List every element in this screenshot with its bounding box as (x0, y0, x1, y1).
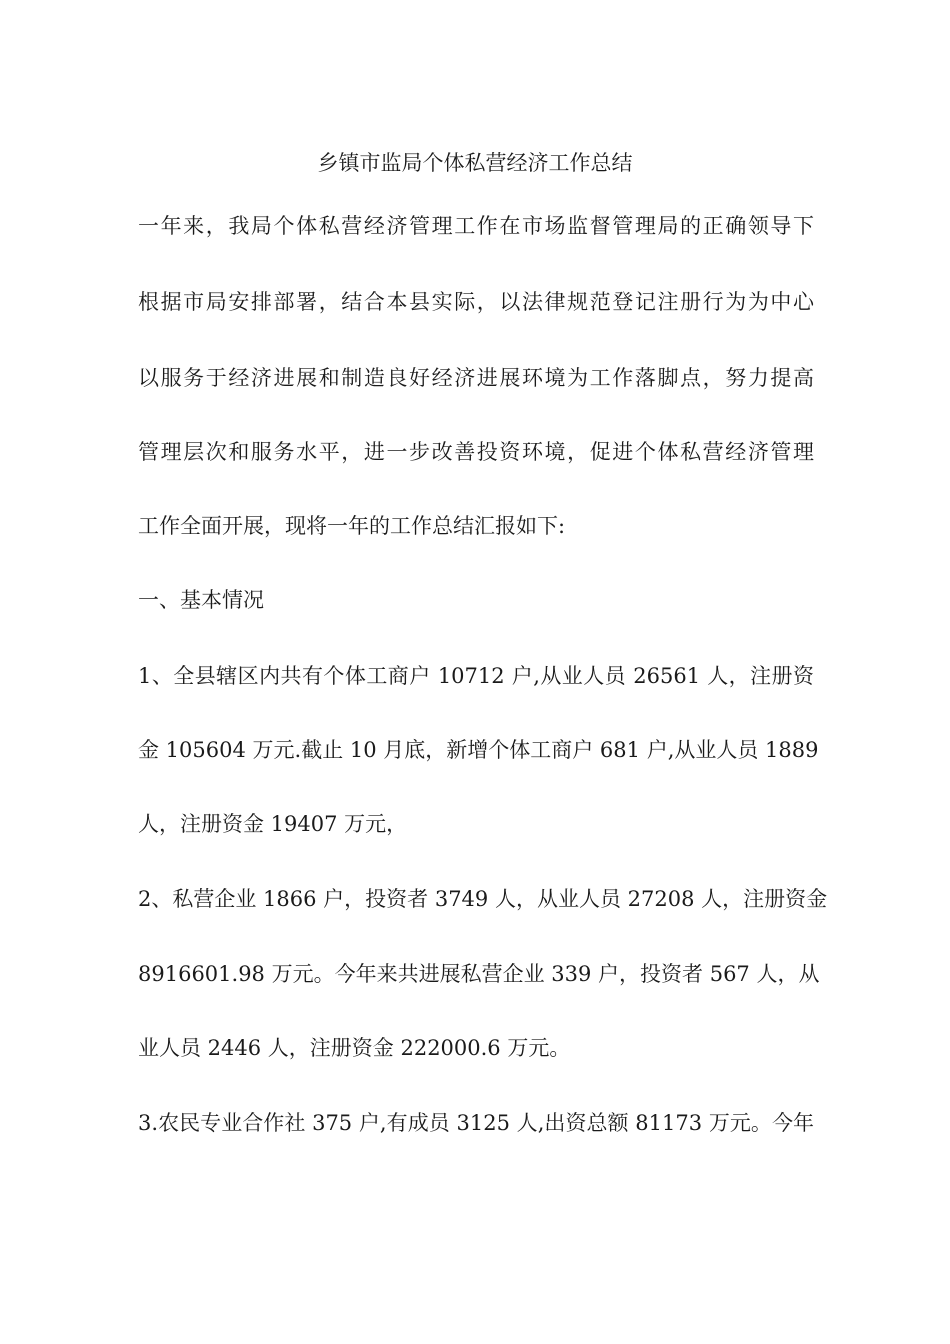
paragraph-line: 3.农民专业合作社 375 户,有成员 3125 人,出资总额 81173 万元。今年 (138, 1111, 814, 1135)
paragraph-line: 业人员 2446 人，注册资金 222000.6 万元。 (138, 1036, 571, 1060)
paragraph-line: 金 105604 万元.截止 10 月底，新增个体工商户 681 户,从业人员 1889 (138, 738, 819, 762)
paragraph-line: 管理层次和服务水平，进一步改善投资环境，促进个体私营经济管理 (138, 440, 814, 464)
section-heading: 一、基本情况 (138, 588, 264, 612)
paragraph-line: 1、全县辖区内共有个体工商户 10712 户,从业人员 26561 人，注册资 (138, 664, 814, 688)
document-title: 乡镇市监局个体私营经济工作总结 (317, 151, 633, 175)
paragraph-line: 工作全面开展，现将一年的工作总结汇报如下: (138, 514, 566, 538)
paragraph-line: 根据市局安排部署，结合本县实际，以法律规范登记注册行为为中心 (138, 290, 814, 314)
paragraph-line: 以服务于经济进展和制造良好经济进展环境为工作落脚点，努力提高 (138, 366, 814, 390)
paragraph-line: 一年来，我局个体私营经济管理工作在市场监督管理局的正确领导下 (138, 214, 814, 238)
paragraph-line: 人，注册资金 19407 万元， (138, 812, 408, 836)
paragraph-line: 8916601.98 万元。今年来共进展私营企业 339 户，投资者 567 人，从 (138, 962, 820, 986)
paragraph-line: 2、私营企业 1866 户，投资者 3749 人，从业人员 27208 人，注册资金 (138, 887, 828, 911)
